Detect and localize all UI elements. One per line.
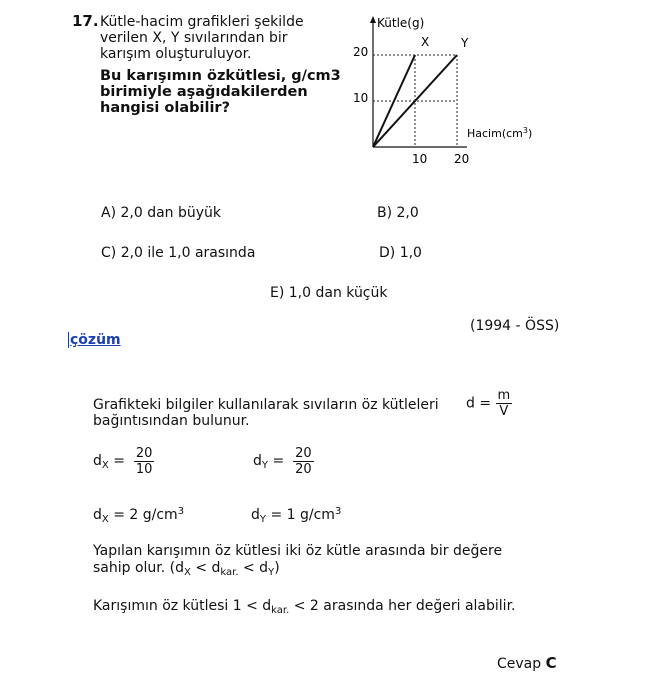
- y-tick-label: 20: [353, 45, 369, 59]
- dy-result: [251, 506, 341, 525]
- dy-denominator: 20: [295, 462, 312, 477]
- dx-result: [93, 506, 184, 525]
- dy-fraction: [293, 446, 314, 477]
- dy-result-value: = 1 g/cm: [270, 507, 335, 523]
- solution-line-1: Grafikteki bilgiler kullanılarak sıvıların öz kütleleri: [93, 397, 439, 413]
- question-ask: [100, 68, 341, 116]
- equals-sign: =: [272, 452, 285, 469]
- x-tick-label: 20: [454, 152, 470, 166]
- dy-subscript: Y: [259, 514, 266, 525]
- dx-symbol: d: [93, 507, 102, 523]
- question-intro: [100, 14, 304, 62]
- mixture-text-d: ): [274, 560, 280, 576]
- series-label-y: Y: [461, 36, 469, 50]
- kar-subscript: kar.: [220, 567, 239, 578]
- mixture-line-2: [93, 560, 280, 578]
- mixture-text-a: sahip olur. (d: [93, 560, 185, 576]
- solution-line-2: bağıntısından bulunur.: [93, 413, 250, 429]
- y-axis-label: Kütle(g): [377, 16, 425, 30]
- mixture-line-1: Yapılan karışımın öz kütlesi iki öz kütle arasında bir değere: [93, 543, 503, 559]
- x-tick-label: 10: [412, 152, 428, 166]
- dx-result-value: = 2 g/cm: [113, 507, 178, 523]
- kar-subscript: kar.: [271, 605, 290, 616]
- y-axis-arrow: [370, 16, 376, 23]
- option-a[interactable]: A) 2,0 dan büyük: [101, 205, 222, 221]
- option-b[interactable]: B) 2,0: [377, 205, 419, 221]
- source-citation: (1994 - ÖSS): [470, 318, 560, 334]
- dy-symbol: d: [253, 452, 262, 469]
- dx-symbol: d: [93, 452, 102, 469]
- option-c[interactable]: C) 2,0 ile 1,0 arasında: [101, 245, 256, 261]
- option-e[interactable]: E) 1,0 dan küçük: [270, 285, 388, 301]
- question-intro-line: karışım oluşturuluyor.: [100, 46, 252, 62]
- solution-link[interactable]: [68, 332, 121, 348]
- dy-fraction-eq: [253, 446, 314, 477]
- mixture-text-c: < d: [238, 560, 269, 576]
- answer: [497, 654, 557, 672]
- density-fraction-denominator: V: [499, 404, 509, 419]
- final-text-a: Karışımın öz kütlesi 1 < d: [93, 598, 272, 614]
- question-ask-line: hangisi olabilir?: [100, 100, 230, 116]
- dx-subscript: X: [184, 567, 191, 578]
- dx-denominator: 10: [135, 462, 153, 477]
- mass-volume-graph: [340, 10, 570, 175]
- final-text-b: < 2 arasında her değeri alabilir.: [289, 598, 516, 614]
- solution-link-text[interactable]: çözüm: [70, 332, 121, 348]
- dx-numerator: 20: [135, 446, 153, 461]
- dx-subscript: X: [101, 514, 109, 525]
- question-ask-line: birimiyle aşağıdakilerden: [100, 84, 308, 100]
- answer-letter: C: [545, 654, 557, 672]
- question-ask-line: Bu karışımın özkütlesi, g/cm3: [100, 68, 341, 84]
- density-fraction-numerator: m: [497, 388, 511, 403]
- cube-exponent: 3: [334, 506, 342, 517]
- dx-fraction-eq: [93, 446, 154, 477]
- y-tick-label: 10: [353, 91, 369, 105]
- dy-numerator: 20: [295, 446, 312, 461]
- mixture-text-b: < d: [190, 560, 221, 576]
- density-fraction: [496, 388, 513, 419]
- dx-fraction: [134, 446, 155, 477]
- cube-exponent: 3: [177, 506, 185, 517]
- equals-sign: =: [113, 452, 125, 469]
- x-axis-label: $Hacim(cm^3)$: [467, 126, 533, 140]
- dy-subscript: Y: [261, 459, 268, 471]
- density-formula-lhs: d =: [466, 395, 492, 412]
- final-statement: [93, 598, 515, 616]
- option-d[interactable]: D) 1,0: [379, 245, 422, 261]
- series-line-x: [373, 55, 415, 147]
- dy-symbol: d: [251, 507, 260, 523]
- series-label-x: X: [421, 35, 430, 49]
- density-formula: [466, 388, 512, 419]
- answer-label: Cevap: [497, 656, 542, 672]
- question-intro-line: Kütle-hacim grafikleri şekilde: [100, 14, 304, 30]
- question-intro-line: verilen X, Y sıvılarından bir: [100, 30, 288, 46]
- dy-subscript: Y: [268, 567, 275, 578]
- question-number: 17.: [72, 12, 99, 30]
- dx-subscript: X: [101, 459, 109, 471]
